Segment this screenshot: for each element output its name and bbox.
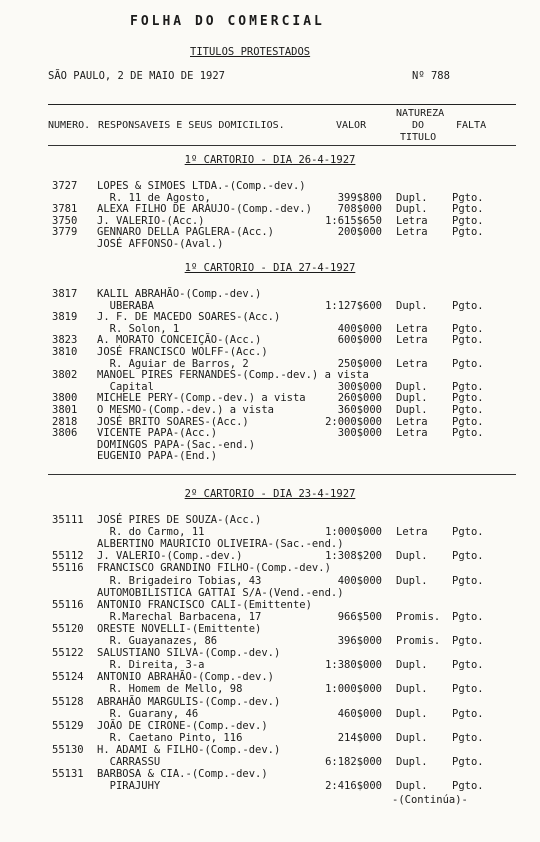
entry-responsible: JOSÉ FRANCISCO WOLFF-(Acc.) — [97, 346, 268, 358]
entry-responsible: MANOEL PIRES FERNANDES-(Comp.-dev.) a vista — [97, 369, 369, 381]
entry-fault: Pgto. — [452, 526, 484, 538]
entry-nature: Letra — [396, 323, 428, 335]
entry-responsible: R. Direita, 3-a — [97, 659, 205, 671]
entry-fault: Pgto. — [452, 427, 484, 439]
entry-responsible: H. ADAMI & FILHO-(Comp.-dev.) — [97, 744, 281, 756]
top-rule — [48, 104, 516, 105]
entry-nature: Dupl. — [396, 732, 428, 744]
entry-number: 55131 — [52, 768, 84, 780]
entry-responsible: R.Marechal Barbacena, 17 — [97, 611, 262, 623]
entry-responsible: R. 11 de Agosto, — [97, 192, 211, 204]
entry-nature: Dupl. — [396, 659, 428, 671]
entry-responsible: AUTOMOBILISTICA GATTAI S/A-(Vend.-end.) — [97, 587, 344, 599]
entry-fault: Pgto. — [452, 575, 484, 587]
entry-nature: Dupl. — [396, 381, 428, 393]
entry-responsible: PIRAJUHY — [97, 780, 161, 792]
entry-fault: Pgto. — [452, 300, 484, 312]
entry-fault: Pgto. — [452, 708, 484, 720]
issue-number: Nº 788 — [412, 70, 450, 82]
entry-nature: Letra — [396, 416, 428, 428]
entry-fault: Pgto. — [452, 611, 484, 623]
entry-responsible: MICHELE PERY-(Comp.-dev.) a vista — [97, 392, 306, 404]
entry-value: 300$000 — [337, 427, 382, 439]
entry-value: 1:308$200 — [325, 550, 382, 562]
entry-number: 55116 — [52, 599, 84, 611]
entry-number: 3817 — [52, 288, 78, 300]
col-header-responsaveis: RESPONSAVEIS E SEUS DOMICILIOS. — [98, 120, 285, 131]
place-date: SÃO PAULO, 2 DE MAIO DE 1927 — [48, 70, 226, 82]
entry-value: 460$000 — [337, 708, 382, 720]
entry-nature: Dupl. — [396, 575, 428, 587]
entry-nature: Letra — [396, 334, 428, 346]
entry-responsible: FRANCISCO GRANDINO FILHO-(Comp.-dev.) — [97, 562, 331, 574]
entry-responsible: R. Guayanazes, 86 — [97, 635, 218, 647]
entry-number: 55116 — [52, 562, 84, 574]
entry-responsible: LOPES & SIMOES LTDA.-(Comp.-dev.) — [97, 180, 306, 192]
section-divider — [48, 474, 516, 475]
entry-responsible: JOSÉ BRITO SOARES-(Acc.) — [97, 416, 249, 428]
entry-value: 399$800 — [337, 192, 382, 204]
entry-responsible: A. MORATO CONCEIÇÃO-(Acc.) — [97, 334, 262, 346]
entry-fault: Pgto. — [452, 732, 484, 744]
entry-responsible: R. do Carmo, 11 — [97, 526, 205, 538]
entry-fault: Pgto. — [452, 659, 484, 671]
entry-responsible: GENNARO DELLA PAGLERA-(Acc.) — [97, 226, 275, 238]
entry-responsible: Capital — [97, 381, 154, 393]
entry-fault: Pgto. — [452, 392, 484, 404]
entry-fault: Pgto. — [452, 358, 484, 370]
col-header-falta: FALTA — [456, 120, 487, 131]
entry-number: 3800 — [52, 392, 78, 404]
entry-number: 55124 — [52, 671, 84, 683]
section-heading: TITULOS PROTESTADOS — [190, 46, 311, 58]
entry-responsible: ANTONIO FRANCISCO CALI-(Emittente) — [97, 599, 312, 611]
entry-value: 200$000 — [337, 226, 382, 238]
col-header-valor: VALOR — [336, 120, 367, 131]
cartorio-heading-text: 2º CARTORIO - DIA 23-4-1927 — [184, 488, 356, 500]
entry-responsible: J. F. DE MACEDO SOARES-(Acc.) — [97, 311, 281, 323]
entry-nature: Dupl. — [396, 780, 428, 792]
entry-responsible: ALBERTINO MAURICIO OLIVEIRA-(Sac.-end.) — [97, 538, 344, 550]
entry-fault: Pgto. — [452, 683, 484, 695]
entry-responsible: UBERABA — [97, 300, 154, 312]
entry-value: 2:416$000 — [325, 780, 382, 792]
entry-fault: Pgto. — [452, 756, 484, 768]
entry-fault: Pgto. — [452, 323, 484, 335]
entry-responsible: EUGENIO PAPA-(End.) — [97, 450, 218, 462]
header-bottom-rule — [48, 145, 516, 146]
entry-value: 1:615$650 — [325, 215, 382, 227]
cartorio-heading-text: 1º CARTORIO - DIA 27-4-1927 — [184, 262, 356, 274]
entry-fault: Pgto. — [452, 192, 484, 204]
entry-responsible: SALUSTIANO SILVA-(Comp.-dev.) — [97, 647, 281, 659]
entry-value: 400$000 — [337, 323, 382, 335]
entry-value: 250$000 — [337, 358, 382, 370]
entry-value: 1:380$000 — [325, 659, 382, 671]
entry-value: 6:182$000 — [325, 756, 382, 768]
entry-value: 966$500 — [337, 611, 382, 623]
entry-responsible: JOÃO DE CIRONE-(Comp.-dev.) — [97, 720, 268, 732]
entry-nature: Letra — [396, 226, 428, 238]
entry-responsible: R. Caetano Pinto, 116 — [97, 732, 243, 744]
entry-responsible: ALEXA FILHO DE ARAUJO-(Comp.-dev.) — [97, 203, 312, 215]
entry-nature: Dupl. — [396, 300, 428, 312]
entry-number: 3727 — [52, 180, 78, 192]
entry-fault: Pgto. — [452, 404, 484, 416]
entry-responsible: R. Solon, 1 — [97, 323, 180, 335]
entry-number: 3802 — [52, 369, 78, 381]
entry-number: 3779 — [52, 226, 78, 238]
entry-value: 300$000 — [337, 381, 382, 393]
entry-value: 396$000 — [337, 635, 382, 647]
entry-nature: Dupl. — [396, 404, 428, 416]
entry-responsible: CARRASSU — [97, 756, 161, 768]
entry-nature: Dupl. — [396, 203, 428, 215]
continued-note: -(Continúa)- — [392, 794, 468, 806]
entry-responsible: DOMINGOS PAPA-(Sac.-end.) — [97, 439, 256, 451]
entry-nature: Letra — [396, 215, 428, 227]
entry-responsible: J. VALERIO-(Comp.-dev.) — [97, 550, 243, 562]
entry-value: 1:127$600 — [325, 300, 382, 312]
col-header-numero: NUMERO. — [48, 120, 91, 131]
entry-fault: Pgto. — [452, 226, 484, 238]
entry-value: 260$000 — [337, 392, 382, 404]
entry-nature: Dupl. — [396, 708, 428, 720]
entry-value: 1:000$000 — [325, 526, 382, 538]
entry-number: 3823 — [52, 334, 78, 346]
entry-fault: Pgto. — [452, 215, 484, 227]
entry-responsible: JOSÉ AFFONSO-(Aval.) — [97, 238, 224, 250]
entry-fault: Pgto. — [452, 550, 484, 562]
entry-number: 3810 — [52, 346, 78, 358]
entry-responsible: ORESTE NOVELLI-(Emittente) — [97, 623, 262, 635]
entry-number: 3819 — [52, 311, 78, 323]
entry-value: 708$000 — [337, 203, 382, 215]
cartorio-heading — [0, 262, 540, 274]
entry-responsible: VICENTE PAPA-(Acc.) — [97, 427, 218, 439]
entry-responsible: ANTONIO ABRAHÃO-(Comp.-dev.) — [97, 671, 275, 683]
entry-nature: Dupl. — [396, 550, 428, 562]
entry-nature: Dupl. — [396, 392, 428, 404]
entry-nature: Letra — [396, 526, 428, 538]
entry-nature: Dupl. — [396, 756, 428, 768]
entry-fault: Pgto. — [452, 780, 484, 792]
entry-value: 400$000 — [337, 575, 382, 587]
cartorio-heading — [0, 488, 540, 500]
entry-nature: Letra — [396, 427, 428, 439]
entry-value: 214$000 — [337, 732, 382, 744]
entry-value: 2:000$000 — [325, 416, 382, 428]
entry-fault: Pgto. — [452, 635, 484, 647]
entry-number: 2818 — [52, 416, 78, 428]
cartorio-heading — [0, 154, 540, 166]
entry-responsible: KALIL ABRAHÃO-(Comp.-dev.) — [97, 288, 262, 300]
entry-responsible: R. Homem de Mello, 98 — [97, 683, 243, 695]
entry-value: 360$000 — [337, 404, 382, 416]
entry-fault: Pgto. — [452, 381, 484, 393]
entry-number: 55120 — [52, 623, 84, 635]
col-header-natureza-3: TITULO — [400, 132, 437, 143]
entry-number: 55112 — [52, 550, 84, 562]
entry-fault: Pgto. — [452, 203, 484, 215]
entry-number: 55128 — [52, 696, 84, 708]
entry-number: 3750 — [52, 215, 78, 227]
entry-responsible: R. Aguiar de Barros, 2 — [97, 358, 249, 370]
entry-responsible: R. Guarany, 46 — [97, 708, 199, 720]
entry-responsible: O MESMO-(Comp.-dev.) a vista — [97, 404, 275, 416]
col-header-natureza-2: DO — [412, 120, 425, 131]
entry-responsible: R. Brigadeiro Tobias, 43 — [97, 575, 262, 587]
entry-nature: Promis. — [396, 611, 441, 623]
entry-number: 55129 — [52, 720, 84, 732]
entry-number: 55130 — [52, 744, 84, 756]
entry-nature: Dupl. — [396, 192, 428, 204]
entry-number: 3781 — [52, 203, 78, 215]
entry-responsible: J. VALERIO-(Acc.) — [97, 215, 205, 227]
entry-value: 1:000$000 — [325, 683, 382, 695]
entry-fault: Pgto. — [452, 416, 484, 428]
entry-number: 55122 — [52, 647, 84, 659]
entry-nature: Letra — [396, 358, 428, 370]
entry-number: 3806 — [52, 427, 78, 439]
entry-fault: Pgto. — [452, 334, 484, 346]
entry-value: 600$000 — [337, 334, 382, 346]
entry-responsible: JOSÉ PIRES DE SOUZA-(Acc.) — [97, 514, 262, 526]
entry-nature: Promis. — [396, 635, 441, 647]
col-header-natureza-1: NATUREZA — [396, 108, 445, 119]
cartorio-heading-text: 1º CARTORIO - DIA 26-4-1927 — [184, 154, 356, 166]
entry-nature: Dupl. — [396, 683, 428, 695]
entry-number: 3801 — [52, 404, 78, 416]
entry-responsible: ABRAHÃO MARGULIS-(Comp.-dev.) — [97, 696, 281, 708]
newspaper-title: FOLHA DO COMERCIAL — [130, 14, 325, 29]
entry-responsible: BARBOSA & CIA.-(Comp.-dev.) — [97, 768, 268, 780]
entry-number: 35111 — [52, 514, 84, 526]
